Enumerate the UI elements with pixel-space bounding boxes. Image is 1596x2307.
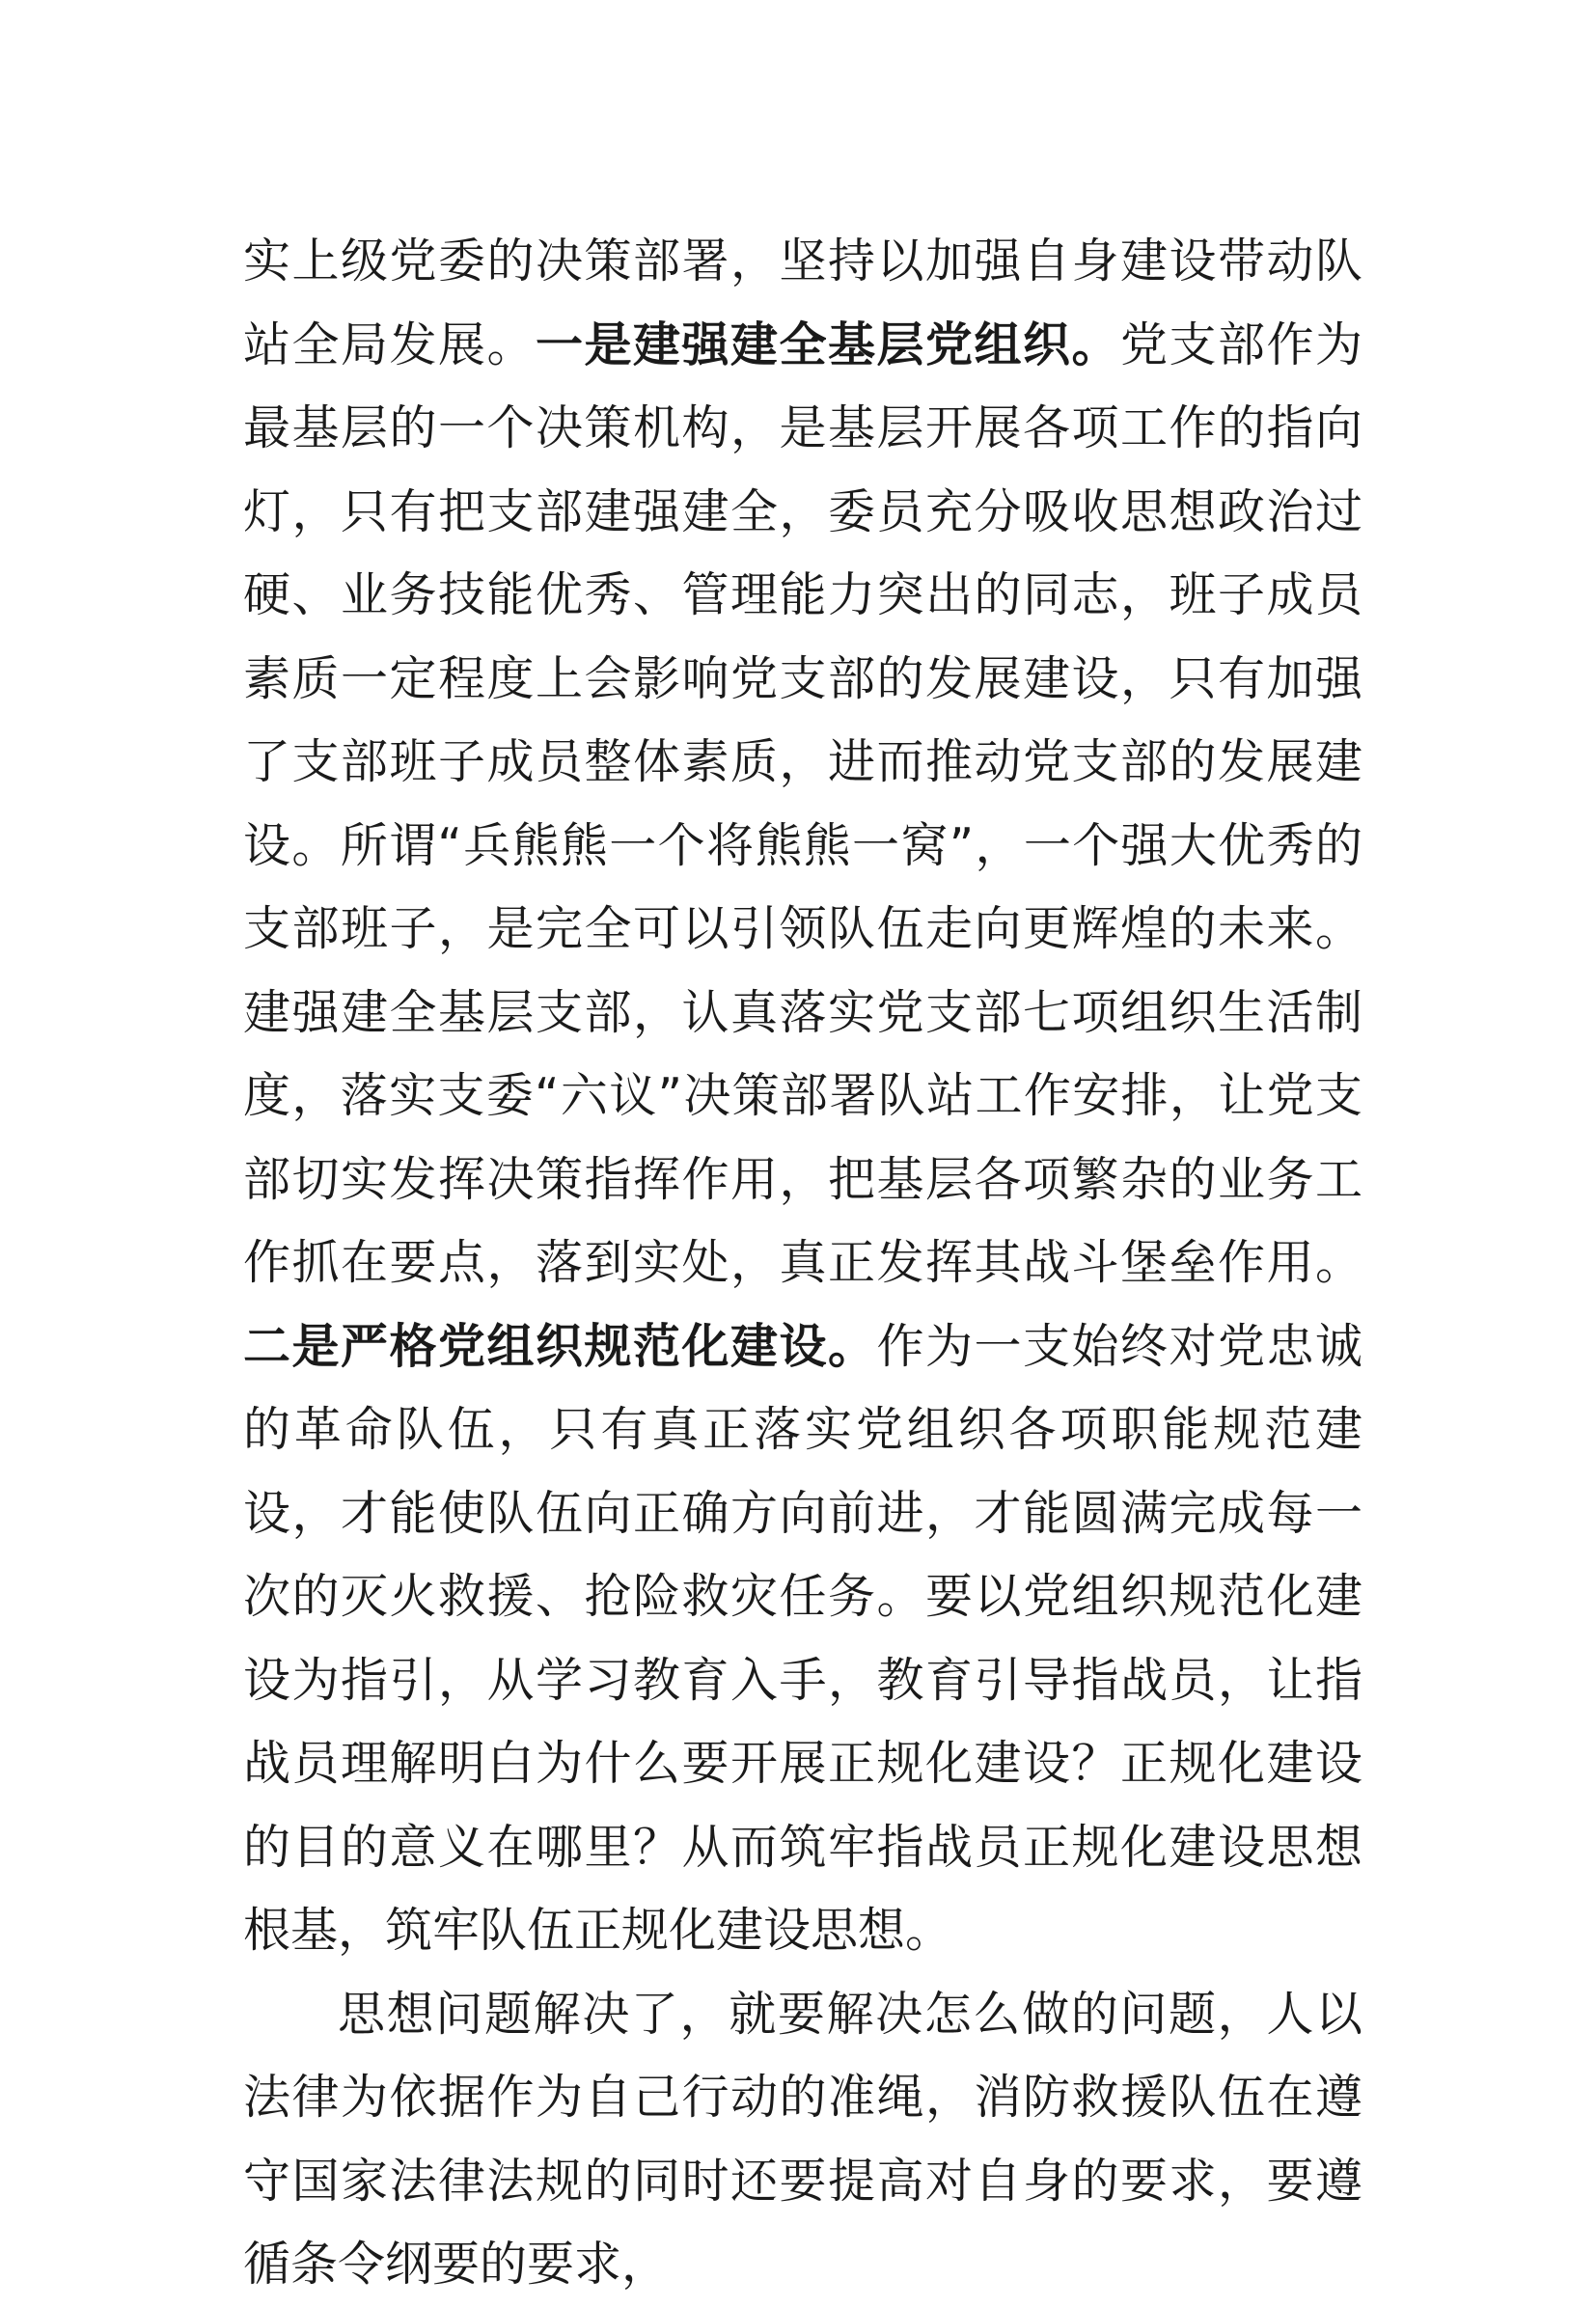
heading-two-standardize-party-organization: 二是严格党组织规范化建设。 bbox=[243, 1318, 877, 1374]
paragraph-1 bbox=[243, 220, 1362, 1973]
paragraph-1-text-3: 作为一支始终对党忠诚的革命队伍，只有真正落实党组织各项职能规范建设，才能使队伍向正确方向前进，才能圆满完成每一次的灭火救援、抢险救灾任务。要以党组织规范化建设为指引，从学习教育入手，教育引导指战员，让指战员理解明白为什么要开展正规化建设？正规化建设的目的意义在哪里？从而筑牢指战员正规化建设思想根基，筑牢队伍正规化建设思想。 bbox=[243, 1318, 1362, 1958]
paragraph-2-text-1: 思想问题解决了，就要解决怎么做的问题，人以法律为依据作为自己行动的准绳，消防救援队伍在遵守国家法律法规的同时还要提高对自身的要求，要遵循条令纲要的要求， bbox=[243, 1986, 1362, 2292]
paragraph-1-text-1: 实上级党委的决策部署，坚持以加强自身建设带动队站全局发展。 bbox=[243, 233, 1362, 372]
heading-one-build-party-organization: 一是建强建全基层党组织。 bbox=[536, 316, 1120, 372]
document-body bbox=[243, 220, 1362, 2307]
paragraph-1-text-2: 党支部作为最基层的一个决策机构，是基层开展各项工作的指向灯，只有把支部建强建全，委员充分吸收思想政治过硬、业务技能优秀、管理能力突出的同志，班子成员素质一定程度上会影响党支部的发展建设，只有加强了支部班子成员整体素质，进而推动党支部的发展建设。所谓“兵熊熊一个将熊熊一窝”，一个强大优秀的支部班子，是完全可以引领队伍走向更辉煌的未来。建强建全基层支部，认真落实党支部七项组织生活制度，落实支委“六议”决策部署队站工作安排，让党支部切实发挥决策指挥作用，把基层各项繁杂的业务工作抓在要点，落到实处，真正发挥其战斗堡垒作用。 bbox=[243, 316, 1362, 1290]
